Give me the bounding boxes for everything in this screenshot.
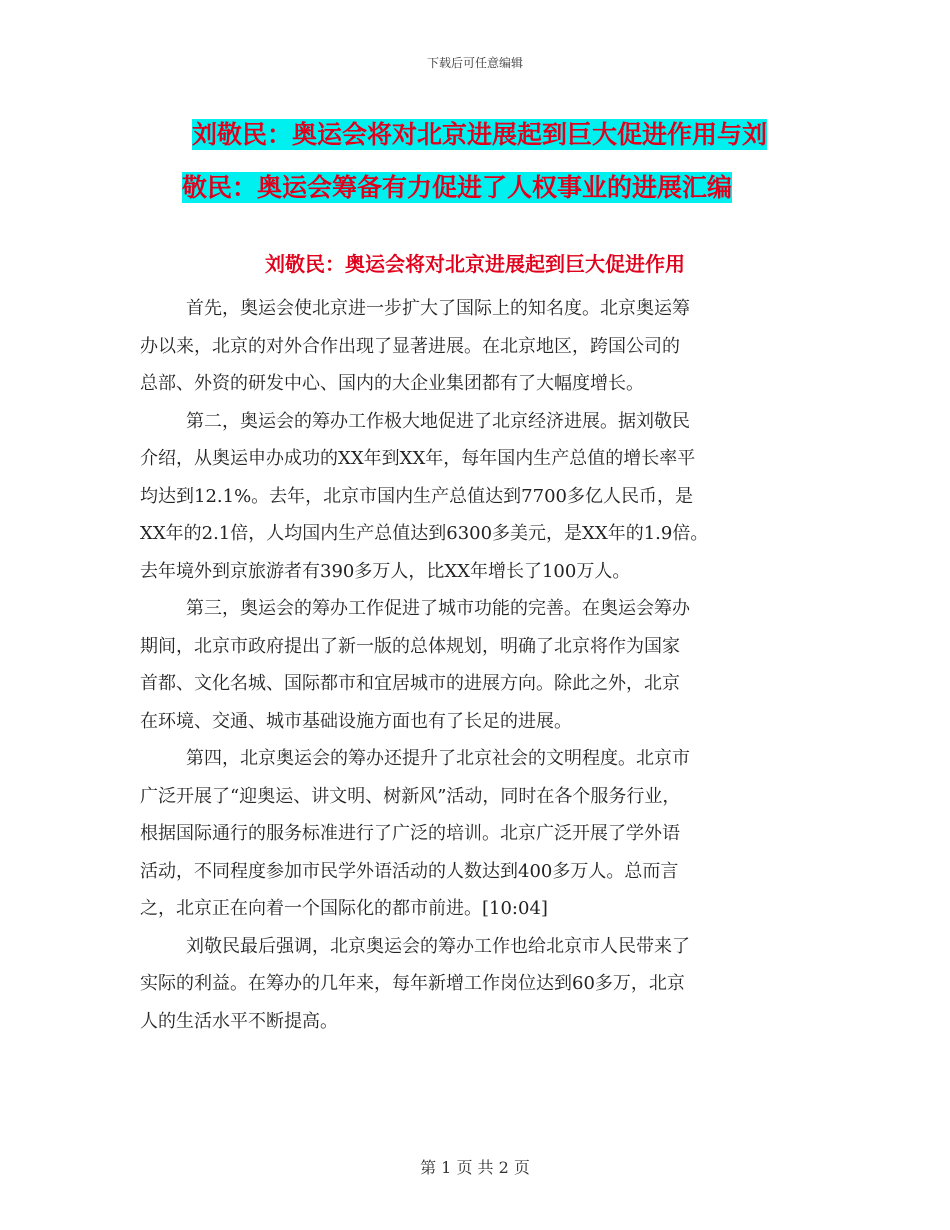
paragraph-line: 人的生活水平不断提高。 [140,1010,338,1032]
paragraph-line: 实际的利益。在筹办的几年来，每年新增工作岗位达到60多万，北京 [140,973,685,994]
paragraph-2 [140,403,830,591]
header-note: 下载后可任意编辑 [426,56,523,70]
paragraph-line: 期间，北京市政府提出了新一版的总体规划，明确了北京将作为国家 [140,635,680,657]
paragraph-line: 首先，奥运会使北京进一步扩大了国际上的知名度。北京奥运筹 [186,298,690,319]
main-title-line-1-text: 刘敬民：奥运会将对北京进展起到巨大促进作用与刘 [192,120,768,149]
paragraph-3 [140,590,830,740]
paragraph-4 [140,740,830,928]
paragraph-line: 办以来，北京的对外合作出现了显著进展。在北京地区，跨国公司的 [140,335,680,357]
main-title-line-2 [160,161,820,214]
section-title: 刘敬民：奥运会将对北京进展起到巨大促进作用 [265,252,685,276]
main-title [160,108,820,214]
paragraph-line: 活动，不同程度参加市民学外语活动的人数达到400多万人。总而言 [140,860,679,882]
paragraph-line: 广泛开展了“迎奥运、讲文明、树新风”活动，同时在各个服务行业， [140,785,681,807]
paragraph-line: 第三，奥运会的筹办工作促进了城市功能的完善。在奥运会筹办 [186,598,690,619]
paragraph-line: 根据国际通行的服务标准进行了广泛的培训。北京广泛开展了学外语 [140,823,680,844]
paragraph-line: 首都、文化名城、国际都市和宜居城市的进展方向。除此之外，北京 [140,673,680,694]
paragraph-line: 总部、外资的研发中心、国内的大企业集团都有了大幅度增长。 [140,373,644,394]
paragraph-line: 之，北京正在向着一个国际化的都市前进。[10:04] [140,898,548,919]
paragraph-line: 第二，奥运会的筹办工作极大地促进了北京经济进展。据刘敬民 [186,410,690,432]
main-title-line-1 [160,108,820,161]
paragraph-line: 介绍，从奥运申办成功的XX年到XX年，每年国内生产总值的增长率平 [140,448,696,469]
article-body [140,290,830,1040]
paragraph-line: 均达到12.1%。去年，北京市国内生产总值达到7700多亿人民币，是 [140,485,693,507]
paragraph-5 [140,928,830,1041]
main-title-line-2-text: 敬民：奥运会筹备有力促进了人权事业的进展汇编 [182,173,733,202]
paragraph-line: 第四，北京奥运会的筹办还提升了北京社会的文明程度。北京市 [186,748,690,769]
paragraph-line: XX年的2.1倍，人均国内生产总值达到6300多美元，是XX年的1.9倍。 [140,523,709,544]
paragraph-line: 去年境外到京旅游者有390多万人，比XX年增长了100万人。 [140,560,631,582]
paragraph-line: 在环境、交通、城市基础设施方面也有了长足的进展。 [140,710,572,732]
paragraph-line: 刘敬民最后强调，北京奥运会的筹办工作也给北京市人民带来了 [186,935,690,957]
page-number-footer: 第 1 页 共 2 页 [420,1158,530,1177]
paragraph-1 [140,290,830,403]
